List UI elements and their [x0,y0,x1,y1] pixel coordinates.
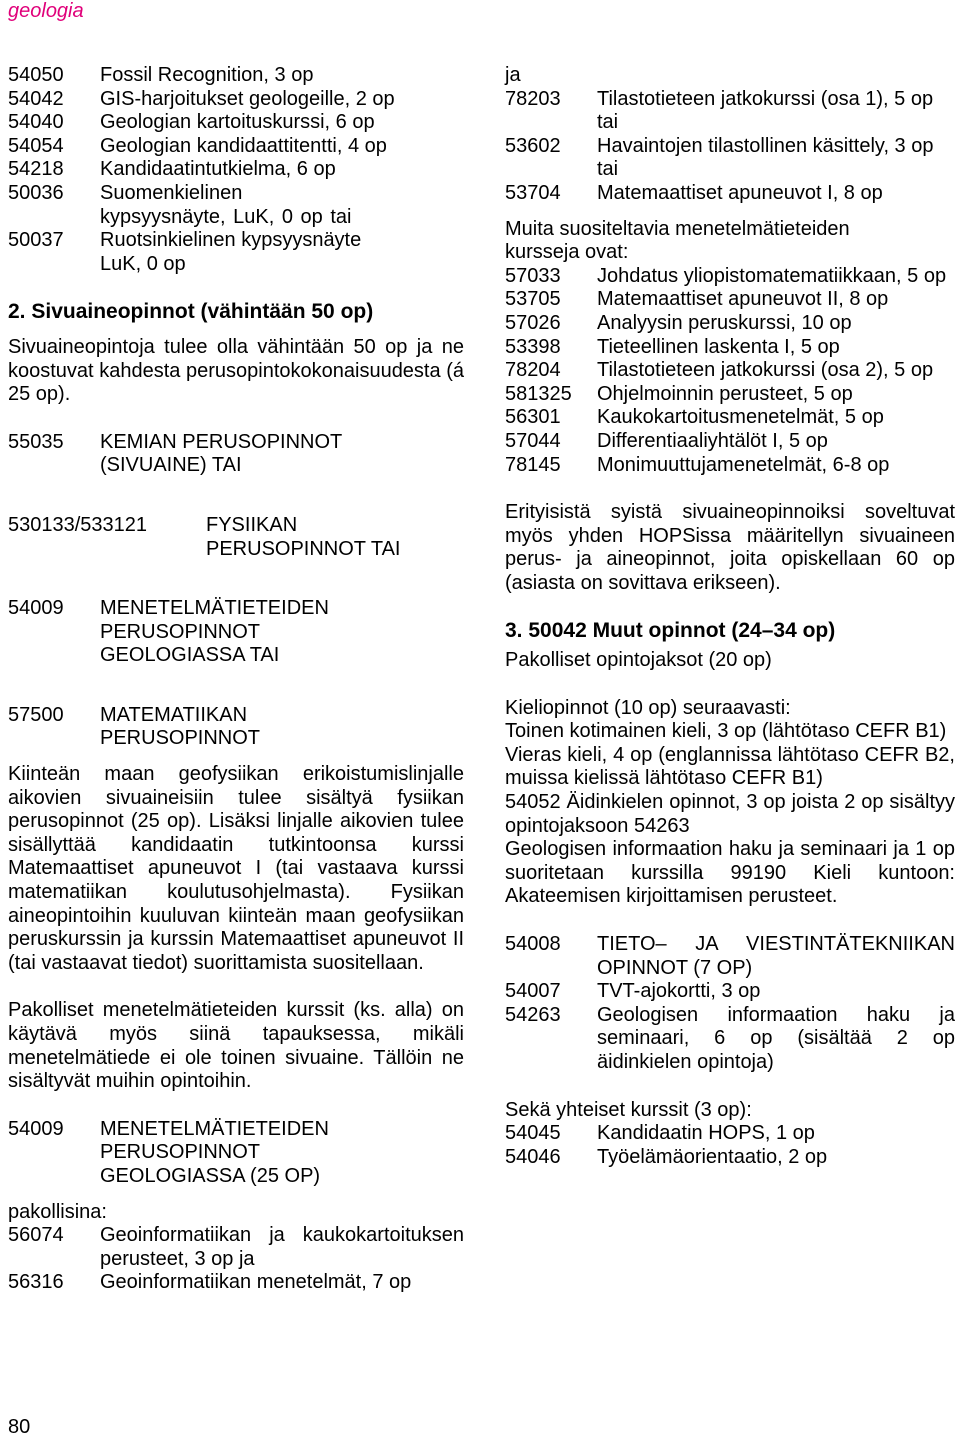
list-item [505,1146,955,1170]
course-code: 54050 [8,64,64,86]
course-name: Kandidaatintutkielma, 6 op [100,158,336,181]
course-code: 56316 [8,1271,64,1294]
list-item [8,1224,464,1271]
list-item [8,1271,464,1295]
course-name: Geologian kartoituskurssi, 6 op [100,111,375,134]
course-code: 54046 [505,1145,561,1168]
option-block [8,514,464,561]
page-number: 80 [8,1416,31,1438]
option-code: 530133/533121 [8,513,148,536]
geophysics-paragraph: Kiinteän maan geofysiikan erikoistumislinjalle aikovien sivuaineisiin tulee sisältyä fysiikan perusopinnot (25 op). Lisäksi linjalle aikovien tulee sisällyttää kandidaatin tutkintoonsa kurssi Matemaattiset apuneuvot I (tai vastaava kurssi matematiikan koulutusohjelmasta). Fysiikan aineopintoihin kuuluvan kiinteän maan geofysiikan peruskurssin ja kurssin Matemaattiset apuneuvot II (tai vastaavat tiedot) suorittamista suositellaan. [8,763,464,974]
course-code: 54054 [8,134,64,157]
course-code: 78204 [505,359,561,382]
list-item [505,336,955,360]
course-code: 54263 [505,1003,561,1026]
list-item [505,359,955,383]
course-code: 53602 [505,134,561,157]
course-name: Matemaattiset apuneuvot I, 8 op [597,181,883,204]
course-name: Tilastotieteen jatkokurssi (osa 1), 5 op tai [597,87,934,134]
course-code: 53705 [505,288,561,311]
course-code: 581325 [505,382,572,405]
course-code: 53704 [505,181,561,204]
course-name: Havaintojen tilastollinen käsittely, 3 op tai [597,134,934,181]
course-code: 54045 [505,1122,561,1145]
course-list-a [8,64,464,276]
continuation-text: ja [505,64,521,86]
course-name: Fossil Recognition, 3 op [100,64,314,86]
option-name: MATEMATIIKAN PERUSOPINNOT [100,703,261,750]
course-code: 56301 [505,406,561,429]
course-name: Kaukokartoitusmenetelmät, 5 op [597,406,884,429]
course-name: Ohjelmoinnin perusteet, 5 op [597,382,853,405]
course-code: 53398 [505,335,561,358]
course-name: Geologian kandidaattitentti, 4 op [100,134,387,157]
option-block [8,704,464,751]
list-item [8,135,464,159]
list-item [505,135,955,182]
course-code: 54007 [505,980,561,1003]
option-name: MENETELMÄTIETEIDEN PERUSOPINNOT GEOLOGIASSA TAI [100,597,329,667]
course-code: 50036 [8,181,64,204]
list-item [505,1122,955,1146]
option-code: 54009 [8,597,64,620]
course-name: Kandidaatin HOPS, 1 op [597,1122,815,1145]
section-3-subheading: Pakolliset opintojaksot (20 op) [505,649,772,672]
course-code: 78145 [505,453,561,476]
list-item [8,182,464,229]
methods-code: 54009 [8,1117,64,1140]
list-item [505,406,955,430]
right-column [505,64,955,1169]
section-2-intro: Sivuaineopintoja tulee olla vähintään 50 op ja ne koostuvat kahdesta perusopintokokonaisuudesta (á 25 op). [8,335,464,406]
course-name: Työelämäorientaatio, 2 op [597,1145,828,1168]
list-item [505,430,955,454]
course-code: 57033 [505,264,561,287]
course-name: Geologisen informaation haku ja seminaari, 6 op (sisältää 2 op äidinkielen opintoja) [597,1003,955,1073]
course-name: Johdatus yliopistomatematiikkaan, 5 op [597,264,947,287]
course-name: Suomenkielinen kypsyysnäyte, LuK, 0 op tai [100,181,352,228]
course-name: Tilastotieteen jatkokurssi (osa 2), 5 op [597,359,934,382]
option-name: FYSIIKAN PERUSOPINNOT TAI [206,513,401,560]
list-item [8,88,464,112]
course-name: Geoinformatiikan ja kaukokartoituksen perusteet, 3 op ja [100,1224,464,1270]
option-block [8,431,464,478]
course-code: 50037 [8,229,64,252]
list-item [505,265,955,289]
course-name: Ruotsinkielinen kypsyysnäyte LuK, 0 op [100,229,362,275]
list-item [505,288,955,312]
methods-paragraph: Pakolliset menetelmätieteiden kurssit (ks. alla) on käytävä myös siinä tapauksessa, mikäli menetelmätiede ei ole toinen sivuaine. Tällöin ne sisältyvät muihin opintoihin. [8,999,464,1093]
language-line: Geologisen informaation haku ja seminaari ja 1 op suoritetaan kurssilla 99190 Kieli kuntoon: Akateemisen kirjoittamisen perusteet. [505,838,955,908]
course-name: Monimuuttujamenetelmät, 6-8 op [597,453,890,476]
list-item [505,454,955,478]
course-code: 54218 [8,158,64,181]
course-code: 54008 [505,933,561,955]
list-item [8,64,464,88]
list-item [8,111,464,135]
language-line: Kieliopinnot (10 op) seuraavasti: [505,696,791,719]
methods-block [8,1118,464,1189]
language-line: 54052 Äidinkielen opinnot, 3 op joista 2 op sisältyy opintojaksoon 54263 [505,791,955,837]
course-name: Analyysin peruskurssi, 10 op [597,311,852,334]
course-name: Tieteellinen laskenta I, 5 op [597,335,840,358]
course-code: 56074 [8,1224,64,1247]
running-header: geologia [8,0,84,22]
special-paragraph: Erityisistä syistä sivuaineopinnoiksi soveltuvat myös yhden HOPSissa määritellyn sivuaineen perus- ja aineopinnot, joita opiskellaan 60 op (asiasta on sovittava erikseen). [505,501,955,594]
left-column [8,64,464,1295]
course-name: Matemaattiset apuneuvot II, 8 op [597,288,889,311]
list-item [505,88,955,135]
course-name: Geoinformatiikan menetelmät, 7 op [100,1271,412,1294]
list-item [505,933,955,980]
course-code: 54040 [8,111,64,134]
language-line: Vieras kieli, 4 op (englannissa lähtötaso CEFR B2, muissa kielissä lähtötaso CEFR B1) [505,743,955,790]
course-code: 78203 [505,87,561,110]
common-label: Sekä yhteiset kurssit (3 op): [505,1098,752,1121]
list-item [505,980,955,1004]
language-line: Toinen kotimainen kieli, 3 op (lähtötaso CEFR B1) [505,720,947,743]
list-item [505,182,955,206]
section-3-heading: 3. 50042 Muut opinnot (24–34 op) [505,619,836,643]
course-code: 57026 [505,311,561,334]
course-name: GIS-harjoitukset geologeille, 2 op [100,87,395,110]
list-item [505,1004,955,1075]
option-name: KEMIAN PERUSOPINNOT (SIVUAINE) TAI [100,430,342,477]
section-2-heading: 2. Sivuaineopinnot (vähintään 50 op) [8,300,374,324]
course-code: 54042 [8,87,64,110]
mandatory-label: pakollisina: [8,1200,107,1223]
option-code: 55035 [8,430,64,453]
course-name: Differentiaaliyhtälöt I, 5 op [597,429,828,452]
option-block [8,597,464,668]
list-item [8,158,464,182]
course-name: TIETO– JA VIESTINTÄTEKNIIKAN OPINNOT (7 OP) [597,933,955,979]
list-item [8,229,464,276]
methods-name: MENETELMÄTIETEIDEN PERUSOPINNOT GEOLOGIASSA (25 OP) [100,1117,329,1187]
list-item [505,383,955,407]
option-code: 57500 [8,703,64,726]
list-item [505,312,955,336]
course-code: 57044 [505,429,561,452]
course-name: TVT-ajokortti, 3 op [597,980,761,1003]
recommended-label: Muita suositeltavia menetelmätieteiden kursseja ovat: [505,217,850,264]
